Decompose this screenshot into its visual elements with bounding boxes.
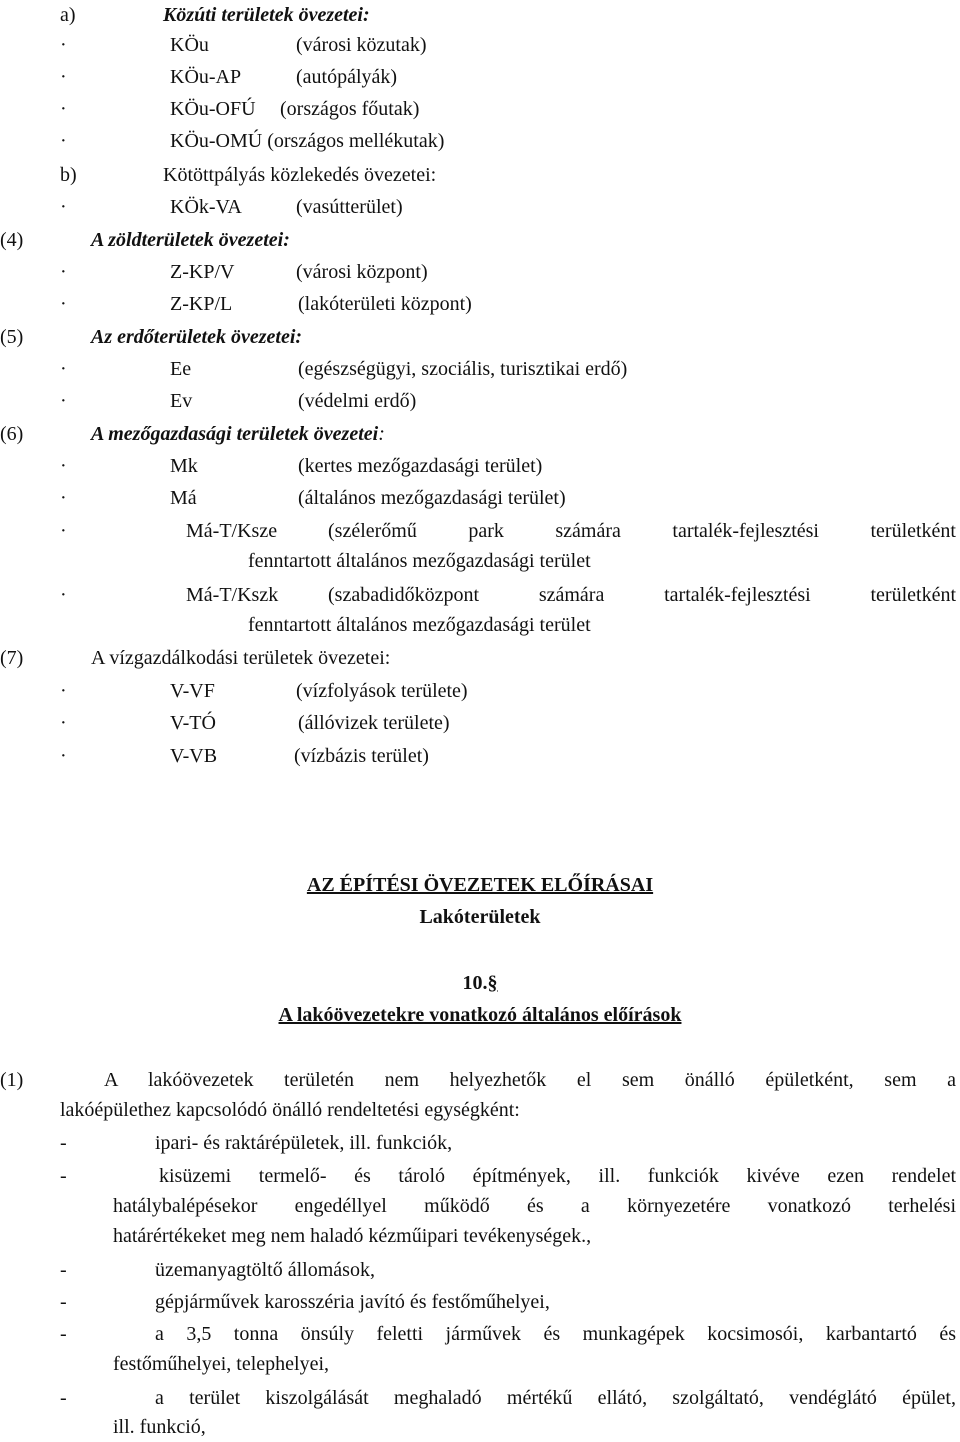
list-bullet: · (60, 261, 67, 283)
list-bullet: · (60, 680, 67, 702)
zone-code: KÖu-OFÚ (170, 98, 256, 120)
list-bullet: · (60, 455, 67, 477)
list-bullet: · (60, 358, 67, 380)
zone-desc: (védelmi erdő) (298, 390, 417, 412)
list-bullet: · (60, 293, 67, 315)
paragraph-1-marker: (1) (0, 1069, 24, 1091)
section-4-marker: (4) (0, 229, 24, 251)
list-dash: - (60, 1291, 67, 1313)
zone-code: Z-KP/V (170, 261, 235, 283)
list-bullet: · (60, 130, 67, 152)
zone-desc: (vízfolyások területe) (296, 680, 468, 702)
zone-desc-continued: fenntartott általános mezőgazdasági terület (248, 550, 591, 572)
zone-code: Má-T/Ksze (186, 520, 278, 542)
zone-code: Mk (170, 455, 198, 477)
list-bullet: · (60, 487, 67, 509)
list-bullet: · (60, 745, 67, 767)
zone-desc: (városi központ) (296, 261, 428, 283)
list-bullet: · (60, 66, 67, 88)
section-7-marker: (7) (0, 647, 24, 669)
section-6-colon: : (378, 423, 385, 445)
section-6-marker: (6) (0, 423, 24, 445)
section-5-heading: Az erdőterületek övezetei: (91, 326, 303, 348)
section-b-marker: b) (60, 164, 77, 186)
zone-desc: (általános mezőgazdasági terület) (298, 487, 566, 509)
list-bullet: · (60, 712, 67, 734)
zone-code: Ee (170, 358, 192, 380)
section-title: A lakóövezetekre vonatkozó általános előírások (278, 1004, 682, 1026)
section-a-heading: Közúti területek övezetei: (163, 4, 370, 26)
zone-desc: (autópályák) (296, 66, 398, 88)
list-dash: - (60, 1259, 67, 1281)
zone-desc: (vasútterület) (296, 196, 403, 218)
section-a-marker: a) (60, 4, 76, 26)
zone-desc: (lakóterületi központ) (298, 293, 472, 315)
section-number-text: 10. (462, 972, 488, 994)
section-7-heading: A vízgazdálkodási területek övezetei: (91, 647, 391, 669)
zone-desc: (egészségügyi, szociális, turisztikai erdő) (298, 358, 628, 380)
zone-desc: (országos főutak) (280, 98, 420, 120)
zone-code: V-TÓ (170, 712, 216, 734)
section-6-heading-wrap (91, 419, 385, 449)
paragraph-1-line-1: A lakóövezetek területén nem helyezhetők el sem önálló épületként, sem a (104, 1069, 956, 1091)
paragraph-1-line-2: lakóépülethez kapcsolódó önálló rendeltetési egységként: (60, 1099, 520, 1121)
list-bullet: · (60, 34, 67, 56)
zone-desc: (állóvizek területe) (298, 712, 450, 734)
zone-code: Má (170, 487, 197, 509)
zone-code: V-VF (170, 680, 215, 702)
list-item-line: hatálybalépésekor engedéllyel működő és a környezetére vonatkozó terhelési (113, 1195, 956, 1217)
section-6-heading: A mezőgazdasági területek övezetei (91, 423, 379, 445)
list-bullet: · (60, 520, 67, 542)
list-bullet: · (60, 98, 67, 120)
list-dash: - (60, 1132, 67, 1154)
section-4-heading: A zöldterületek övezetei: (91, 229, 290, 251)
section-b-heading: Kötöttpályás közlekedés övezetei: (163, 164, 437, 186)
section-5-marker: (5) (0, 326, 24, 348)
zone-desc: (kertes mezőgazdasági terület) (298, 455, 543, 477)
chapter-title: AZ ÉPÍTÉSI ÖVEZETEK ELŐÍRÁSAI (306, 874, 654, 896)
zone-code: KÖu-AP (170, 66, 242, 88)
zone-desc-continued: fenntartott általános mezőgazdasági terület (248, 614, 591, 636)
list-item-line: kisüzemi termelő- és tároló építmények, ill. funkciók kivéve ezen rendelet (159, 1165, 956, 1187)
list-item-line: határértékeket meg nem haladó kézműipari tevékenységek., (113, 1225, 592, 1247)
list-item-line: gépjárművek karosszéria javító és festőműhelyei, (155, 1291, 550, 1313)
zone-code: KÖu-OMÚ (országos mellékutak) (170, 130, 445, 152)
list-dash: - (60, 1165, 67, 1187)
list-bullet: · (60, 584, 67, 606)
zone-desc: (szélerőmű park számára tartalék-fejlesztési területként (328, 520, 956, 542)
zone-desc: (vízbázis terület) (294, 745, 429, 767)
list-item-line: ipari- és raktárépületek, ill. funkciók, (155, 1132, 453, 1154)
section-sign: § (487, 972, 498, 994)
list-item-line: a 3,5 tonna önsúly feletti járművek és munkagépek kocsimosói, karbantartó és (155, 1323, 956, 1345)
zone-code: KÖk-VA (170, 196, 242, 218)
section-number (0, 968, 960, 998)
list-item-line: festőműhelyei, telephelyei, (113, 1353, 330, 1375)
zone-code: Má-T/Kszk (186, 584, 279, 606)
list-item-line: üzemanyagtöltő állomások, (155, 1259, 375, 1281)
list-bullet: · (60, 390, 67, 412)
zone-code: KÖu (170, 34, 209, 56)
zone-desc: (városi közutak) (296, 34, 427, 56)
list-item-line: ill. funkció, (113, 1416, 206, 1438)
list-bullet: · (60, 196, 67, 218)
zone-code: Z-KP/L (170, 293, 233, 315)
zone-desc: (szabadidőközpont számára tartalék-fejlesztési területként (328, 584, 956, 606)
list-dash: - (60, 1387, 67, 1409)
chapter-subtitle: Lakóterületek (419, 906, 541, 928)
zone-code: Ev (170, 390, 193, 412)
list-item-line: a terület kiszolgálását meghaladó mértékű ellátó, szolgáltató, vendéglátó épület, (155, 1387, 956, 1409)
list-dash: - (60, 1323, 67, 1345)
zone-code: V-VB (170, 745, 218, 767)
